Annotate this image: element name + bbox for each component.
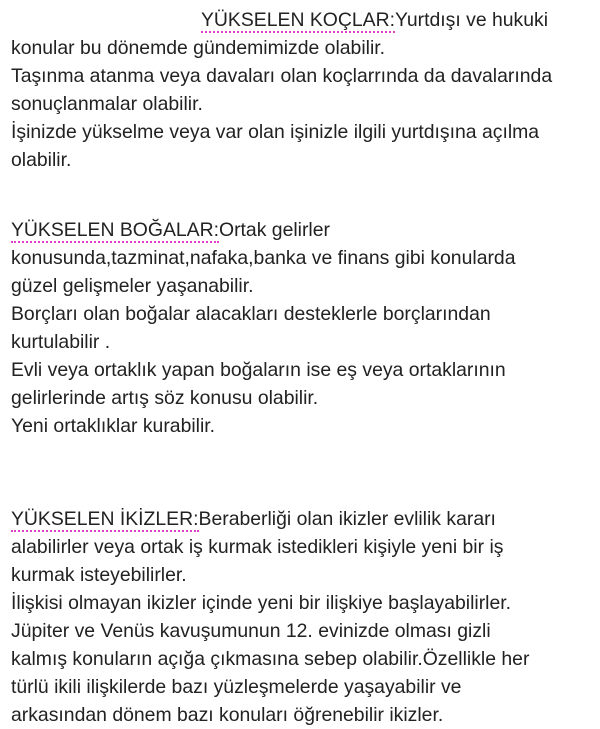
section-boga-first-text: Ortak gelirler bbox=[219, 219, 330, 241]
section-boga-line: Evli veya ortaklık yapan boğaların ise eş veya ortaklarının bbox=[11, 359, 506, 381]
section-boga-heading: YÜKSELEN BOĞALAR: bbox=[11, 219, 219, 241]
section-ikizler-line: arkasından dönem bazı konuları öğrenebilir ikizler. bbox=[11, 704, 444, 726]
section-ikizler-line: alabilirler veya ortak iş kurmak istedikleri kişiyle yeni bir iş bbox=[11, 536, 504, 558]
section-koc-heading: YÜKSELEN KOÇLAR: bbox=[201, 9, 395, 31]
section-ikizler-line: kalmış konuların açığa çıkmasına sebep olabilir.Özellikle her bbox=[11, 648, 530, 670]
section-koc-line: Taşınma atanma veya davaları olan koçlarrında da davalarında bbox=[11, 65, 553, 87]
section-ikizler-heading: YÜKSELEN İKİZLER: bbox=[11, 508, 199, 530]
section-koc-line: olabilir. bbox=[11, 149, 72, 171]
section-ikizler-first-text: Beraberliği olan ikizler evlilik kararı bbox=[198, 508, 496, 530]
section-koc-line: sonuçlanmalar olabilir. bbox=[11, 93, 203, 115]
section-boga-line: Yeni ortaklıklar kurabilir. bbox=[11, 415, 216, 437]
section-boga-line: güzel gelişmeler yaşanabilir. bbox=[11, 275, 254, 297]
section-boga-line: konusunda,tazminat,nafaka,banka ve finans gibi konularda bbox=[11, 247, 516, 269]
section-ikizler-first-line bbox=[11, 505, 496, 533]
section-koc-line: konular bu dönemde gündemimizde olabilir. bbox=[11, 37, 386, 59]
section-boga-first-line bbox=[11, 216, 330, 244]
section-ikizler-line: türlü ikili ilişkilerde bazı yüzleşmelerde yaşayabilir ve bbox=[11, 676, 462, 698]
section-ikizler-line: kurmak isteyebilirler. bbox=[11, 564, 187, 586]
section-ikizler-line: İlişkisi olmayan ikizler içinde yeni bir ilişkiye başlayabilirler. bbox=[11, 592, 512, 614]
section-koc-first-line bbox=[201, 6, 548, 34]
section-boga-line: gelirlerinde artış söz konusu olabilir. bbox=[11, 387, 319, 409]
section-boga-line: Borçları olan boğalar alacakları desteklerle borçlarından bbox=[11, 303, 491, 325]
section-boga-line: kurtulabilir . bbox=[11, 331, 111, 353]
section-koc-line: İşinizde yükselme veya var olan işinizle ilgili yurtdışına açılma bbox=[11, 121, 540, 143]
section-ikizler-line: Jüpiter ve Venüs kavuşumunun 12. evinizde olması gizli bbox=[11, 620, 491, 642]
section-koc-first-text: Yurtdışı ve hukuki bbox=[394, 9, 549, 31]
